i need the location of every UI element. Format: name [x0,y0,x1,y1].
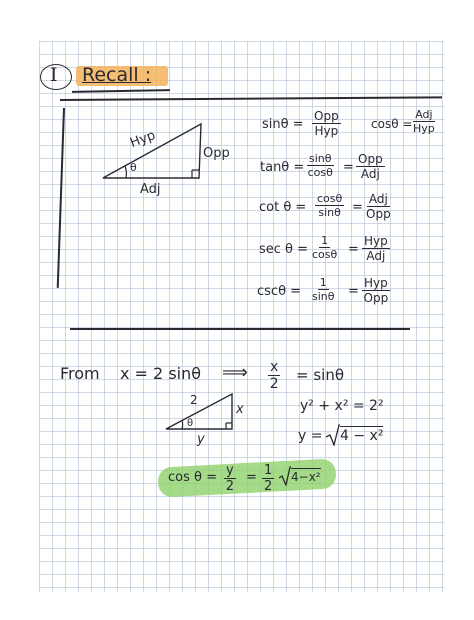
section-title: Recall : [82,64,152,86]
result-fraction-2 [262,464,274,493]
csc-lhs: cscθ = [257,284,302,299]
sec-fraction-2 [362,235,390,262]
x-over-2-den: 2 [269,376,279,392]
sec-eq: = [348,242,359,257]
csc-num2: Hyp [364,276,388,290]
tan-fraction-2 [356,153,385,180]
csc-fraction-1 [312,277,335,302]
sec-den2: Adj [366,249,386,263]
csc-den2: Opp [363,291,389,305]
example-triangle-opp: x [236,402,244,417]
example-triangle-angle: θ [187,418,194,429]
sec-den1: cosθ [312,248,338,261]
result-eq: = [246,470,257,485]
tan-fraction-1 [307,153,334,178]
result-den1: 2 [225,479,234,494]
sec-lhs: sec θ = [259,242,309,257]
x-over-2-num: x [270,359,279,375]
example-triangle-hyp: 2 [190,393,198,407]
result-radicand: 4−x² [291,470,321,484]
triangle-opp-label: Opp [203,146,230,161]
csc-den1: sinθ [312,290,335,303]
sec-fraction-1 [312,235,337,260]
result-den2: 2 [264,479,273,494]
csc-eq: = [348,284,359,299]
y-radicand: 4 − x² [340,428,384,444]
sin-fraction [312,110,341,137]
section-numeral: I [50,64,58,86]
tan-lhs: tanθ = [260,160,305,175]
cot-fraction-2 [366,193,391,220]
sqrt-sign-icon [279,466,291,486]
top-margin [0,0,474,41]
csc-fraction-2 [362,277,390,304]
cot-den1: sinθ [318,206,341,219]
divider-line [70,328,410,330]
x-over-2-fraction [268,360,280,391]
result-num1: y [226,463,234,478]
result-num2: 1 [264,463,273,478]
cot-num2: Adj [368,192,388,206]
pythagorean-equation: y² + x² = 2² [300,398,384,414]
cot-eq: = [352,200,363,215]
equals-sin: = sinθ [296,366,345,384]
bottom-margin [0,592,474,620]
tan-num1: sinθ [309,152,332,165]
cot-fraction-1 [315,193,344,218]
triangle-adj-label: Adj [140,182,161,197]
right-margin [444,0,474,620]
cos-num: Adj [415,108,433,121]
sqrt-sign-icon [326,424,340,446]
implies-arrow: ⟹ [222,362,248,383]
tan-eq: = [343,160,354,175]
left-margin [0,0,39,620]
y-equals: y = [298,428,323,444]
cot-lhs: cot θ = [259,200,307,215]
triangle-angle-label: θ [130,161,137,174]
result-lhs: cos θ = [168,470,217,485]
sec-num2: Hyp [364,234,388,248]
cos-den: Hyp [413,122,435,135]
example-triangle-adj: y [197,432,205,447]
sin-den: Hyp [314,124,339,138]
cot-num1: cosθ [317,192,343,205]
result-fraction-1 [224,464,236,493]
cot-den2: Opp [366,207,391,221]
tan-den2: Adj [360,167,380,181]
cos-fraction [413,109,435,134]
sin-num: Opp [314,109,339,123]
csc-num1: 1 [319,276,327,289]
sin-lhs: sinθ = [262,117,304,132]
triangle-hyp-label: Hyp [128,128,158,151]
tan-den1: cosθ [307,166,333,179]
sec-num1: 1 [321,234,329,247]
tan-num2: Opp [358,152,383,166]
cos-lhs: cosθ = [371,117,413,131]
from-label: From [60,364,100,383]
example-equation: x = 2 sinθ [120,364,202,383]
